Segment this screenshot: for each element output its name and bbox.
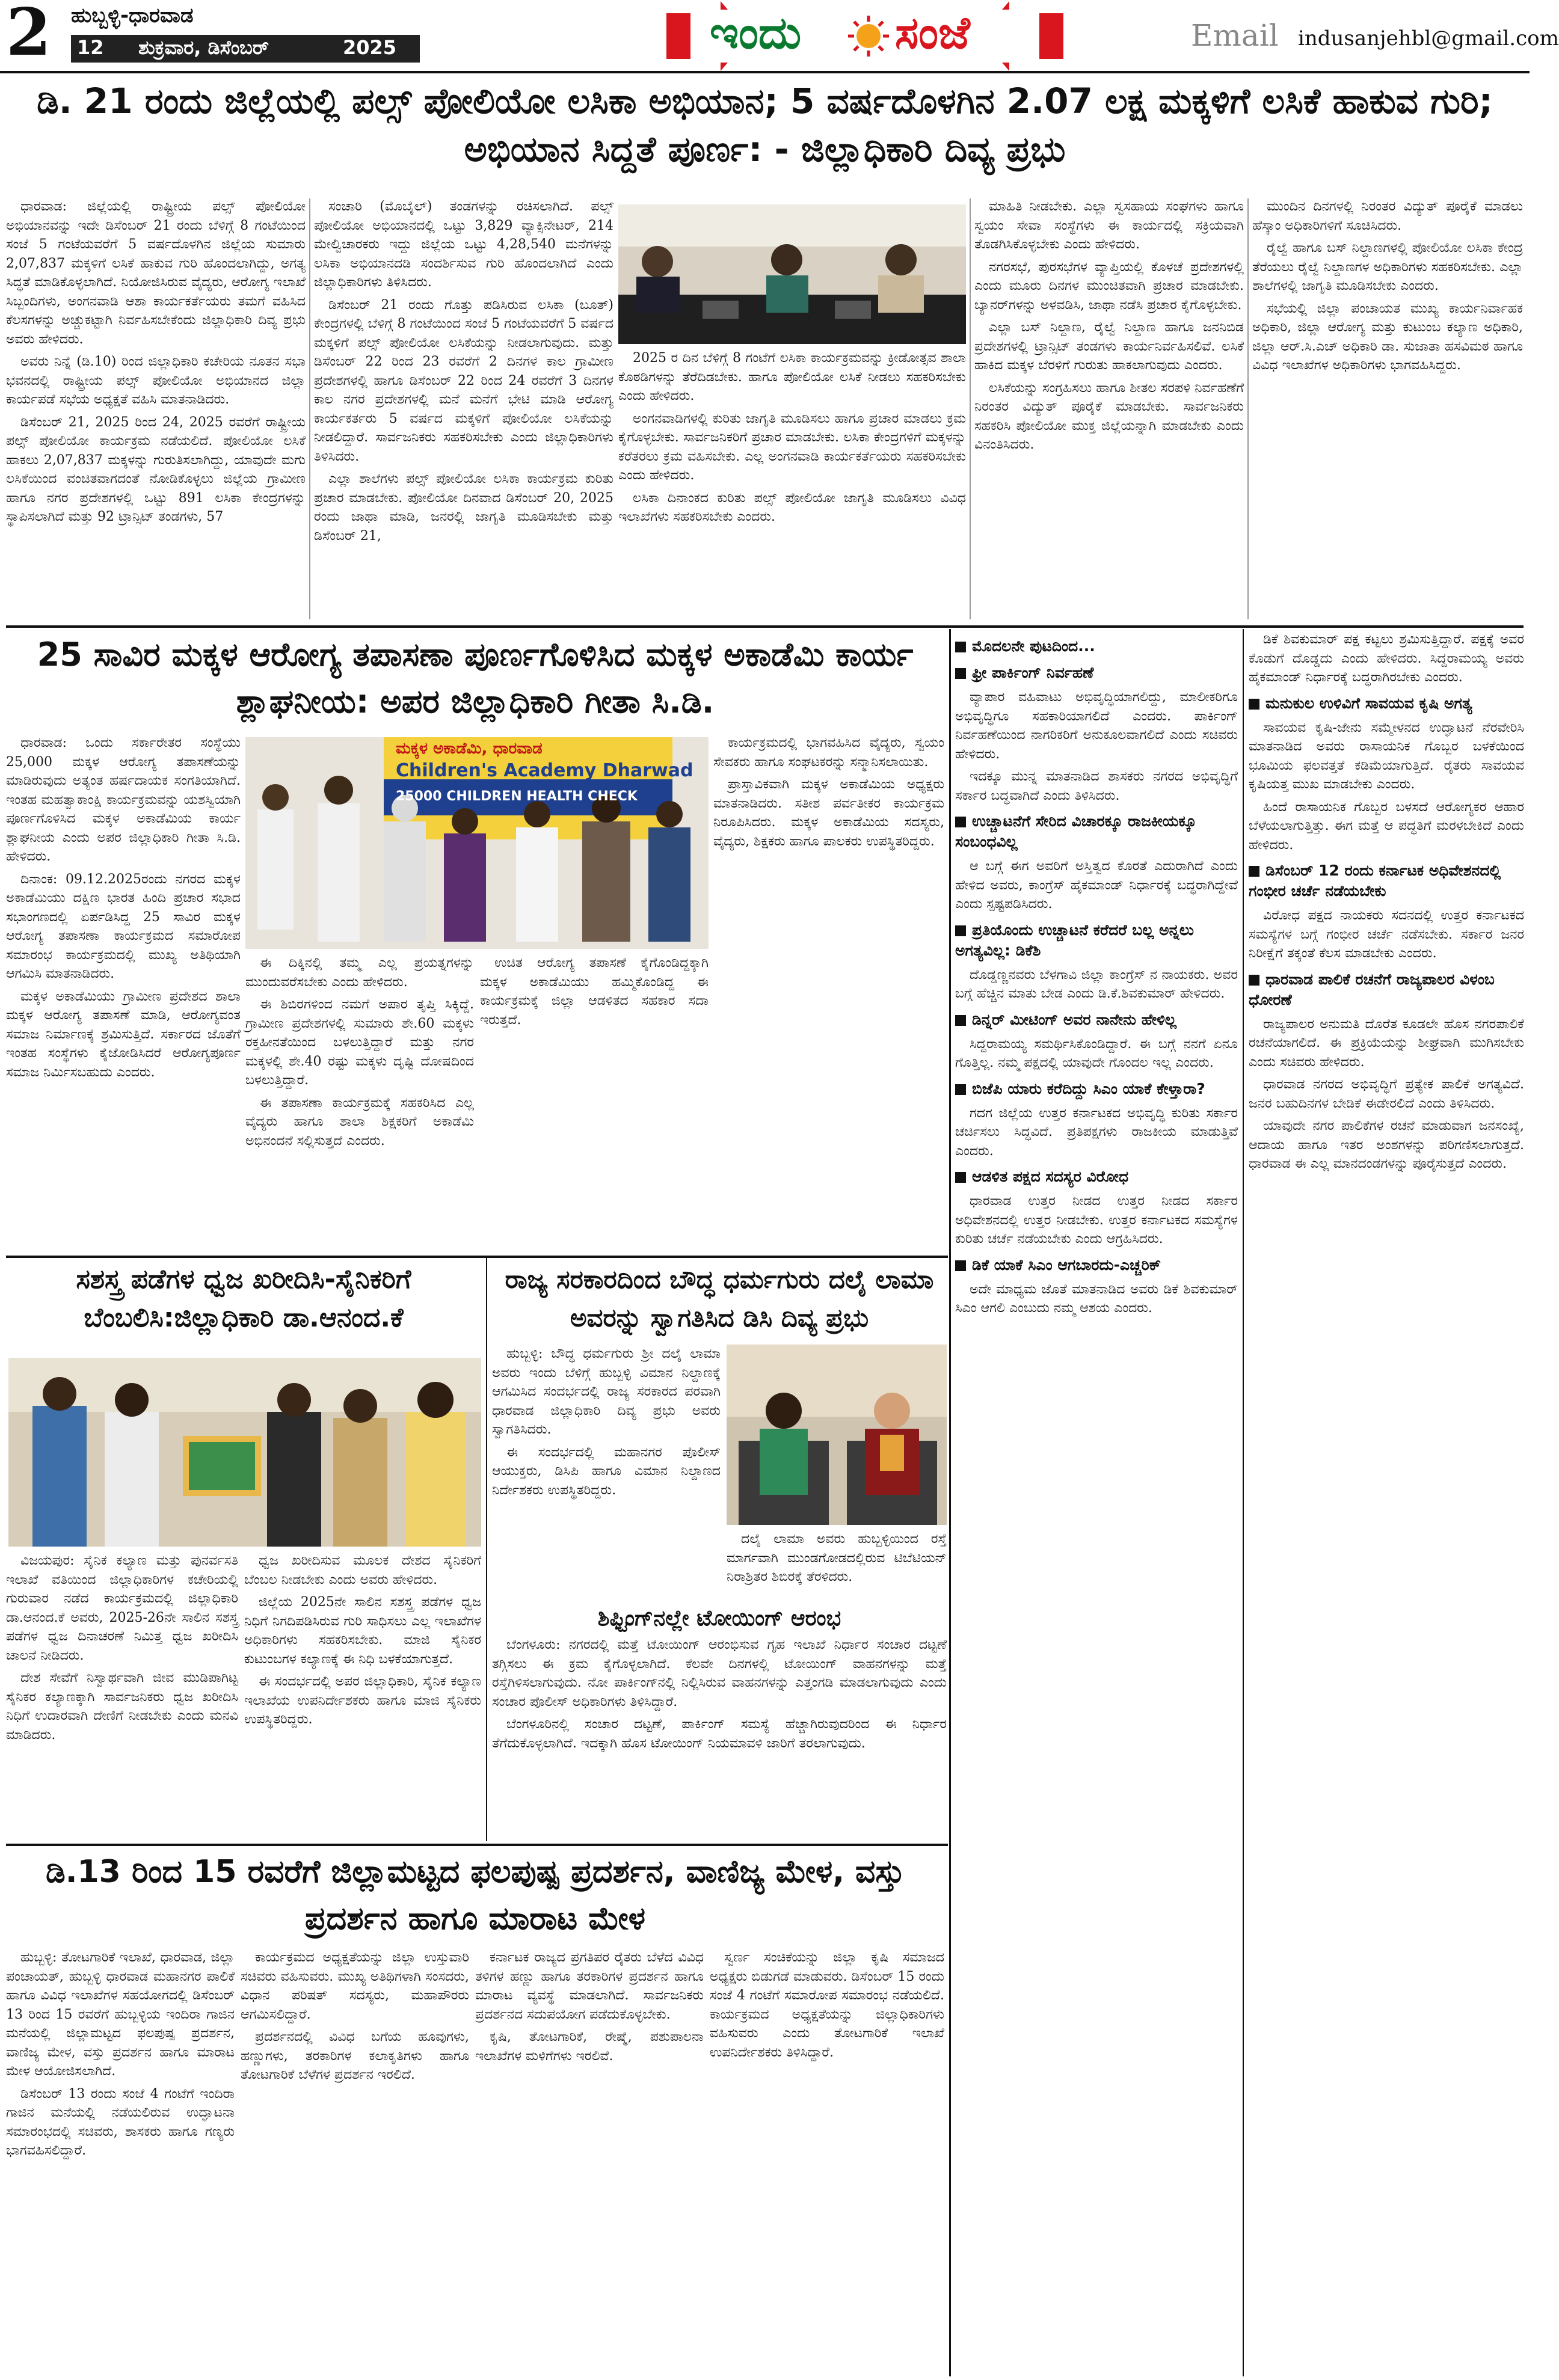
paragraph: ಮುಂದಿನ ದಿನಗಳಲ್ಲಿ ನಿರಂತರ ವಿದ್ಯುತ್ ಪೂರೈಕೆ ಮಾಡಲು ಹೆಸ್ಕಾಂ ಅಧಿಕಾರಿಗಳಿಗೆ ಸೂಚಿಸಿದರು. <box>1252 199 1523 233</box>
paragraph: ಗದಗ ಜಿಲ್ಲೆಯ ಉತ್ತರ ಕರ್ನಾಟಕದ ಅಭಿವೃದ್ಧಿ ಕುರಿತು ಸರ್ಕಾರ ಚರ್ಚಿಸಲು ಸಿದ್ಧವಿದೆ. ಪ್ರತಿಪಕ್ಷಗಳು ರಾಜಕೀಯ ಮಾಡುತ್ತಿವೆ ಎಂದರು. <box>955 1105 1238 1159</box>
paragraph: ದಿನಾಂಕ: 09.12.2025ರಂದು ನಗರದ ಮಕ್ಕಳ ಅಕಾಡೆಮಿಯು ದಕ್ಷಿಣ ಭಾರತ ಹಿಂದಿ ಪ್ರಚಾರ ಸಭಾದ ಸಭಾಂಗಣದಲ್ಲಿ ಏರ್ಪಡಿಸಿದ್ದ 25 ಸಾವಿರ ಮಕ್ಕಳ ಆರೋಗ್ಯ ತಪಾಸಣಾ ಕಾರ್ಯಕ್ರಮದ ಸಮಾರೋಪ ಸಮಾರಂಭ ಕಾರ್ಯಕ್ರಮದಲ್ಲಿ ಮುಖ್ಯ ಅತಿಥಿಯಾಗಿ ಆಗಮಿಸಿ ಮಾತನಾಡಿದರು. <box>6 871 241 981</box>
dalai-lama-photo <box>727 1345 947 1525</box>
text-block <box>1249 630 1524 687</box>
subhead <box>955 1079 1238 1099</box>
bullet-square-icon <box>955 642 966 652</box>
expo-col-1 <box>6 1948 235 2375</box>
continued-kicker <box>955 636 1238 657</box>
paragraph: ಧಾರವಾಡ: ಒಂದು ಸರ್ಕಾರೇತರ ಸಂಸ್ಥೆಯು 25,000 ಮಕ್ಕಳ ಆರೋಗ್ಯ ತಪಾಸಣೆಯನ್ನು ಮಾಡಿರುವುದು ಅತ್ಯಂತ ಹರ್ಷದಾಯಕ ಸಂಗತಿಯಾಗಿದೆ. ಇಂತಹ ಮಹತ್ವಾಕಾಂಕ್ಷಿ ಕಾರ್ಯಕ್ರಮವನ್ನು ಯಶಸ್ವಿಯಾಗಿ ಪೂರ್ಣಗೊಳಿಸಿದ ಮಕ್ಕಳ ಅಕಾಡೆಮಿಯ ಕಾರ್ಯ ಶ್ಲಾಘನೀಯ ಎಂದು ಅಪರ ಜಿಲ್ಲಾಧಿಕಾರಿ ಗೀತಾ ಸಿ.ಡಿ. ಹೇಳಿದರು. <box>6 735 241 864</box>
paragraph: ಪ್ರಾಸ್ತಾವಿಕವಾಗಿ ಮಕ್ಕಳ ಅಕಾಡೆಮಿಯ ಅಧ್ಯಕ್ಷರು ಮಾತನಾಡಿದರು. ಸತೀಶ ಪರ್ವತೀಕರ ಕಾರ್ಯಕ್ರಮ ನಿರೂಪಿಸಿದರು. ಮಕ್ಕಳ ಅಕಾಡೆಮಿಯ ಸದಸ್ಯರು, ವೈದ್ಯರು, ಶಿಕ್ಷಕರು ಹಾಗೂ ಪಾಲಕರು ಉಪಸ್ಥಿತರಿದ್ದರು. <box>713 777 944 849</box>
paragraph: ಡಿಸೆಂಬರ್ 13 ರಂದು ಸಂಜೆ 4 ಗಂಟೆಗೆ ಇಂದಿರಾ ಗಾಜಿನ ಮನೆಯಲ್ಲಿ ನಡೆಯಲಿರುವ ಉದ್ಘಾಟನಾ ಸಮಾರಂಭದಲ್ಲಿ ಸಚಿವರು, ಶಾಸಕರು ಹಾಗೂ ಗಣ್ಯರು ಭಾಗವಹಿಸಲಿದ್ದಾರೆ. <box>6 2086 235 2158</box>
paragraph: ಹುಬ್ಬಳ್ಳಿ: ಬೌದ್ಧ ಧರ್ಮಗುರು ಶ್ರೀ ದಲೈ ಲಾಮಾ ಅವರು ಇಂದು ಬೆಳಿಗ್ಗೆ ಹುಬ್ಬಳ್ಳಿ ವಿಮಾನ ನಿಲ್ದಾಣಕ್ಕೆ ಆಗಮಿಸಿದ ಸಂದರ್ಭದಲ್ಲಿ ರಾಜ್ಯ ಸರಕಾರದ ಪರವಾಗಿ ಧಾರವಾಡ ಜಿಲ್ಲಾಧಿಕಾರಿ ದಿವ್ಯ ಪ್ರಭು ಅವರು ಸ್ವಾಗತಿಸಿದರು. <box>492 1346 721 1437</box>
banner-text-kannada: ಮಕ್ಕಳ ಅಕಾಡೆಮಿ, ಧಾರವಾಡ <box>396 740 543 758</box>
column-rule <box>949 1844 951 2376</box>
paragraph: ಎಲ್ಲಾ ಶಾಲೆಗಳು ಪಲ್ಸ್ ಪೋಲಿಯೋ ಲಸಿಕಾ ಕಾರ್ಯಕ್ರಮ ಕುರಿತು ಪ್ರಚಾರ ಮಾಡಬೇಕು. ಪೋಲಿಯೋ ದಿನವಾದ ಡಿಸೆಂಬರ್ 20, 2025 ರಂದು ಜಾಥಾ ಮಾಡಿ, ಜನರಲ್ಲಿ ಜಾಗೃತಿ ಮೂಡಿಸಬೇಕು ಮತ್ತು ಡಿಸೆಂಬರ್ 21, <box>314 471 613 544</box>
paragraph: ಕಾರ್ಯಕ್ರಮದ ಅಧ್ಯಕ್ಷತೆಯನ್ನು ಜಿಲ್ಲಾ ಉಸ್ತುವಾರಿ ಸಚಿವರು ವಹಿಸುವರು. ಮುಖ್ಯ ಅತಿಥಿಗಳಾಗಿ ಸಂಸದರು, ವಿಧಾನ ಪರಿಷತ್ ಸದಸ್ಯರು, ಮಹಾಪೌರರು ಆಗಮಿಸಲಿದ್ದಾರೆ. <box>241 1950 469 2022</box>
paragraph: ಲಸಿಕೆಯನ್ನು ಸಂಗ್ರಹಿಸಲು ಹಾಗೂ ಶೀತಲ ಸರಪಳಿ ನಿರ್ವಹಣೆಗೆ ನಿರಂತರ ವಿದ್ಯುತ್ ಪೂರೈಕೆ ಮಾಡಬೇಕು. ಸಾರ್ವಜನಿಕರು ಸಹಕರಿಸಿ ಪೋಲಿಯೋ ಮುಕ್ತ ಜಿಲ್ಲೆಯನ್ನಾಗಿ ಮಾಡಬೇಕು ಎಂದು ವಿನಂತಿಸಿದರು. <box>974 380 1244 452</box>
paragraph: ರೈಲ್ವೆ ಹಾಗೂ ಬಸ್ ನಿಲ್ದಾಣಗಳಲ್ಲಿ ಪೋಲಿಯೋ ಲಸಿಕಾ ಕೇಂದ್ರ ತೆರೆಯಲು ರೈಲ್ವೆ ನಿಲ್ದಾಣಗಳ ಅಧಿಕಾರಿಗಳು ಸಹಕರಿಸಬೇಕು. ಎಲ್ಲಾ ಶಾಲೆಗಳಲ್ಲಿ ಜಾಗೃತಿ ಮೂಡಿಸಬೇಕು ಎಂದರು. <box>1252 241 1523 293</box>
paragraph: ದೊಡ್ಡಣ್ಣನವರು ಬೆಳಗಾವಿ ಜಿಲ್ಲಾ ಕಾಂಗ್ರೆಸ್ ನ ನಾಯಕರು. ಅವರ ಬಗ್ಗೆ ಹೆಚ್ಚಿನ ಮಾತು ಬೇಡ ಎಂದು ಡಿ.ಕೆ.ಶಿವಕುಮಾರ್ ಹೇಳಿದರು. <box>955 967 1238 1001</box>
paragraph: ಹಿಂದೆ ರಾಸಾಯನಿಕ ಗೊಬ್ಬರ ಬಳಸದೆ ಆರೋಗ್ಯಕರ ಆಹಾರ ಬೆಳೆಯಲಾಗುತ್ತಿತ್ತು. ಈಗ ಮತ್ತೆ ಆ ಪದ್ಧತಿಗೆ ಮರಳಬೇಕಿದೆ ಎಂದು ಹೇಳಿದರು. <box>1249 799 1524 853</box>
email-address: indusanjehbl@gmail.com <box>1298 26 1559 51</box>
subhead-text: ಆಡಳಿತ ಪಕ್ಷದ ಸದಸ್ಯರ ವಿರೋಧ <box>972 1168 1129 1185</box>
column-rule <box>309 198 310 619</box>
subhead-text: ಡಿಕೆ ಯಾಕೆ ಸಿಎಂ ಆಗಬಾರದು-ಎಚ್ಚರಿಕ್ <box>972 1256 1161 1274</box>
bullet-square-icon <box>1249 975 1259 986</box>
paragraph: ಸಾವಯವ ಕೃಷಿ-ಜೇನು ಸಮ್ಮೇಳನದ ಉದ್ಘಾಟನೆ ನೆರವೇರಿಸಿ ಮಾತನಾಡಿದ ಅವರು ರಾಸಾಯನಿಕ ಗೊಬ್ಬರ ಬಳಕೆಯಿಂದ ಭೂಮಿಯ ಫಲವತ್ತತೆ ಕಡಿಮೆಯಾಗುತ್ತಿದೆ. ರೈತರು ಸಾವಯವ ಕೃಷಿಯತ್ತ ಮುಖ ಮಾಡಬೇಕು ಎಂದರು. <box>1249 720 1524 792</box>
paragraph: ಈ ಸಂದರ್ಭದಲ್ಲಿ ಮಹಾನಗರ ಪೊಲೀಸ್ ಆಯುಕ್ತರು, ಡಿಸಿಪಿ ಹಾಗೂ ವಿಮಾನ ನಿಲ್ದಾಣದ ನಿರ್ದೇಶಕರು ಉಪಸ್ಥಿತರಿದ್ದರು. <box>492 1444 721 1498</box>
column-rule <box>1243 629 1244 2376</box>
expo-col-4 <box>710 1948 944 2375</box>
text-block <box>955 857 1238 914</box>
bullet-square-icon <box>1249 699 1259 710</box>
right-column <box>955 630 1238 2374</box>
paragraph: ದಲೈ ಲಾಮಾ ಅವರು ಹುಬ್ಬಳ್ಳಿಯಿಂದ ರಸ್ತೆ ಮಾರ್ಗವಾಗಿ ಮುಂಡಗೋಡದಲ್ಲಿರುವ ಟಿಬೆಟಿಯನ್ ನಿರಾಶ್ರಿತರ ಶಿಬಿರಕ್ಕೆ ತೆರಳಿದರು. <box>727 1532 947 1584</box>
lead-col-4 <box>974 197 1244 623</box>
health-col-2 <box>245 954 474 1251</box>
towing-subheadline: ಶಿಫ್ಟಿಂಗ್‌ನಲ್ಲೇ ಟೋಯಿಂಗ್ ಆರಂಭ <box>597 1606 841 1631</box>
subhead <box>955 1255 1238 1275</box>
meeting-photo <box>618 204 966 344</box>
paragraph: ರಾಜ್ಯಪಾಲರ ಅನುಮತಿ ದೊರೆತ ಕೂಡಲೇ ಹೊಸ ನಗರಪಾಲಿಕೆ ರಚನೆಯಾಗಲಿದೆ. ಈ ಪ್ರಕ್ರಿಯೆಯನ್ನು ಶೀಘ್ರವಾಗಿ ಮುಗಿಸಬೇಕು ಎಂದು ಸಚಿವರು ಹೇಳಿದರು. <box>1249 1016 1524 1070</box>
paragraph: ವಿರೋಧ ಪಕ್ಷದ ನಾಯಕರು ಸದನದಲ್ಲಿ ಉತ್ತರ ಕರ್ನಾಟಕದ ಸಮಸ್ಯೆಗಳ ಬಗ್ಗೆ ಗಂಭೀರ ಚರ್ಚೆ ನಡೆಸಬೇಕು. ಸರ್ಕಾರ ಜನರ ನಿರೀಕ್ಷೆಗೆ ತಕ್ಕಂತೆ ಕೆಲಸ ಮಾಡಬೇಕು ಎಂದರು. <box>1249 908 1524 961</box>
logo-left-text: ಇಂದು <box>710 7 802 59</box>
lama-photo <box>727 1345 947 1525</box>
flag-col-2 <box>244 1551 481 1840</box>
column-rule <box>1247 198 1249 619</box>
lama-headline: ರಾಜ್ಯ ಸರಕಾರದಿಂದ ಬೌದ್ಧ ಧರ್ಮಗುರು ದಲೈ ಲಾಮಾ ಅವರನ್ನು ಸ್ವಾಗತಿಸಿದ ಡಿಸಿ ದಿವ್ಯ ಪ್ರಭು <box>505 1265 934 1333</box>
paragraph: ಹುಬ್ಬಳ್ಳಿ: ತೋಟಗಾರಿಕೆ ಇಲಾಖೆ, ಧಾರವಾಡ, ಜಿಲ್ಲಾ ಪಂಚಾಯತ್, ಹುಬ್ಬಳ್ಳಿ ಧಾರವಾಡ ಮಹಾನಗರ ಪಾಲಿಕೆ ಹಾಗೂ ವಿವಿಧ ಇಲಾಖೆಗಳ ಸಹಯೋಗದಲ್ಲಿ ಡಿಸೆಂಬರ್ 13 ರಿಂದ 15 ರವರೆಗೆ ಹುಬ್ಬಳ್ಳಿಯ ಇಂದಿರಾ ಗಾಜಿನ ಮನೆಯಲ್ಲಿ ಜಿಲ್ಲಾಮಟ್ಟದ ಫಲಪುಷ್ಪ ಪ್ರದರ್ಶನ, ವಾಣಿಜ್ಯ ಮೇಳ, ವಸ್ತು ಪ್ರದರ್ಶನ ಹಾಗೂ ಮಾರಾಟ ಮೇಳ ಆಯೋಜಿಸಲಾಗಿದೆ. <box>6 1950 235 2079</box>
lead-headline: ಡಿ. 21 ರಂದು ಜಿಲ್ಲೆಯಲ್ಲಿ ಪಲ್ಸ್ ಪೋಲಿಯೋ ಲಸಿಕಾ ಅಭಿಯಾನ; 5 ವರ್ಷದೊಳಗಿನ 2.07 ಲಕ್ಷ ಮಕ್ಕಳಿಗೆ ಲಸಿಕೆ ಹಾಕುವ ಗುರಿ; ಅಭಿಯಾನ ಸಿದ್ದತೆ ಪೂರ್ಣ: - ಜಿಲ್ಲಾಧಿಕಾರಿ ದಿವ್ಯ ಪ್ರಭು <box>37 81 1493 170</box>
banner-text-checkup: 25000 CHILDREN HEALTH CHECK <box>396 789 638 804</box>
column-rule <box>949 629 951 1844</box>
lead-col-3 <box>618 349 966 623</box>
masthead <box>0 0 1559 72</box>
section-rule <box>6 1256 948 1258</box>
paragraph: ಬೆಂಗಳೂರು: ನಗರದಲ್ಲಿ ಮತ್ತೆ ಟೋಯಿಂಗ್ ಆರಂಭಿಸುವ ಗೃಹ ಇಲಾಖೆ ನಿರ್ಧಾರ ಸಂಚಾರ ದಟ್ಟಣೆ ತಗ್ಗಿಸಲು ಈ ಕ್ರಮ ಕೈಗೊಳ್ಳಲಾಗಿದೆ. ಕೆಲವೇ ದಿನಗಳಲ್ಲಿ ಟೋಯಿಂಗ್ ವಾಹನಗಳನ್ನು ಮತ್ತೆ ರಸ್ತೆಗಿಳಿಸಲಾಗುವುದು. ನೋ ಪಾರ್ಕಿಂಗ್‌ನಲ್ಲಿ ನಿಲ್ಲಿಸಿರುವ ವಾಹನಗಳನ್ನು ಎತ್ತಂಗಡಿ ಮಾಡಲಾಗುವುದು ಎಂದು ಸಂಚಾರ ಪೊಲೀಸ್ ಅಧಿಕಾರಿಗಳು ತಿಳಿಸಿದ್ದಾರೆ. <box>492 1637 947 1710</box>
paragraph: ಉಚಿತ ಆರೋಗ್ಯ ತಪಾಸಣೆ ಕೈಗೊಂಡಿದ್ದಕ್ಕಾಗಿ ಮಕ್ಕಳ ಅಕಾಡೆಮಿಯು ಹಮ್ಮಿಕೊಂಡಿದ್ದ ಈ ಕಾರ್ಯಕ್ರಮಕ್ಕೆ ಜಿಲ್ಲಾ ಆಡಳಿತದ ಸಹಕಾರ ಸದಾ ಇರುತ್ತದೆ. <box>480 955 709 1028</box>
health-headline: 25 ಸಾವಿರ ಮಕ್ಕಳ ಆರೋಗ್ಯ ತಪಾಸಣಾ ಪೂರ್ಣಗೊಳಿಸಿದ ಮಕ್ಕಳ ಅಕಾಡೆಮಿ ಕಾರ್ಯ ಶ್ಲಾಘನೀಯ: ಅಪರ ಜಿಲ್ಲಾಧಿಕಾರಿ ಗೀತಾ ಸಿ.ಡಿ. <box>37 636 914 720</box>
paragraph: ಈ ಶಿಬಿರಗಳಿಂದ ನಮಗೆ ಅಪಾರ ತೃಪ್ತಿ ಸಿಕ್ಕಿದ್ದೆ. ಗ್ರಾಮೀಣ ಪ್ರದೇಶಗಳಲ್ಲಿ ಸುಮಾರು ಶೇ.60 ಮಕ್ಕಳು ರಕ್ತಹೀನತೆಯಿಂದ ಬಳಲುತ್ತಿದ್ದಾರೆ ಮತ್ತು ನಗರ ಮಕ್ಕಳಲ್ಲಿ ಶೇ.40 ರಷ್ಟು ಮಕ್ಕಳು ದೃಷ್ಟಿ ದೋಷದಿಂದ ಬಳಲುತ್ತಿದ್ದಾರೆ. <box>245 997 474 1088</box>
email-label: Email <box>1191 18 1279 53</box>
text-block <box>955 1035 1238 1073</box>
paragraph: ಮಾಹಿತಿ ನೀಡಬೇಕು. ಎಲ್ಲಾ ಸ್ವಸಹಾಯ ಸಂಘಗಳು ಹಾಗೂ ಸ್ವಯಂ ಸೇವಾ ಸಂಸ್ಥೆಗಳು ಈ ಕಾರ್ಯದಲ್ಲಿ ಸಕ್ರಿಯವಾಗಿ ತೊಡಗಿಸಿಕೊಳ್ಳಬೇಕು ಎಂದು ಹೇಳಿದರು. <box>974 199 1244 252</box>
page-number: 2 <box>6 0 52 70</box>
subhead <box>1249 693 1524 714</box>
subhead <box>955 811 1238 852</box>
paragraph: ಯಾವುದೇ ನಗರ ಪಾಲಿಕೆಗಳ ರಚನೆ ಮಾಡುವಾಗ ಜನಸಂಖ್ಯೆ, ಆದಾಯ ಹಾಗೂ ಇತರ ಅಂಶಗಳನ್ನು ಪರಿಗಣಿಸಲಾಗುತ್ತದೆ. ಧಾರವಾಡ ಈ ಎಲ್ಲ ಮಾನದಂಡಗಳನ್ನು ಪೂರೈಸುತ್ತದೆ ಎಂದರು. <box>1249 1118 1524 1171</box>
paragraph: ಅವರು ನಿನ್ನೆ (ಡಿ.10) ರಿಂದ ಜಿಲ್ಲಾಧಿಕಾರಿ ಕಚೇರಿಯ ನೂತನ ಸಭಾ ಭವನದಲ್ಲಿ ರಾಷ್ಟ್ರೀಯ ಪಲ್ಸ್ ಪೋಲಿಯೋ ಅಭಿಯಾನದ ಜಿಲ್ಲಾ ಕಾರ್ಯಪಡೆ ಸಭೆಯ ಅಧ್ಯಕ್ಷತೆ ವಹಿಸಿ ಮಾತನಾಡಿದರು. <box>6 354 306 407</box>
paragraph: ಕರ್ನಾಟಕ ರಾಜ್ಯದ ಪ್ರಗತಿಪರ ರೈತರು ಬೆಳೆದ ವಿವಿಧ ತಳಿಗಳ ಹಣ್ಣು ಹಾಗೂ ತರಕಾರಿಗಳ ಪ್ರದರ್ಶನ ಹಾಗೂ ಮಾರಾಟ ವ್ಯವಸ್ಥೆ ಮಾಡಲಾಗಿದೆ. ಸಾರ್ವಜನಿಕರು ಪ್ರದರ್ಶನದ ಸದುಪಯೋಗ ಪಡೆದುಕೊಳ್ಳಬೇಕು. <box>475 1950 704 2022</box>
kicker-text: ಮೊದಲನೇ ಪುಟದಿಂದ... <box>972 637 1095 655</box>
sun-icon <box>847 14 890 58</box>
text-block <box>955 1104 1238 1161</box>
subhead-text: ಧಾರವಾಡ ಪಾಲಿಕೆ ರಚನೆಗೆ ರಾಜ್ಯಪಾಲರ ವಿಳಂಬ ಧೋರಣೆ <box>1249 970 1495 1008</box>
paragraph: ಡಿಕೆ ಶಿವಕುಮಾರ್ ಪಕ್ಷ ಕಟ್ಟಲು ಶ್ರಮಿಸುತ್ತಿದ್ದಾರೆ. ಪಕ್ಷಕ್ಕೆ ಅವರ ಕೊಡುಗೆ ದೊಡ್ಡದು ಎಂದು ಹೇಳಿದರು. ಸಿದ್ದರಾಮಯ್ಯ ಅವರು ಹೈಕಮಾಂಡ್ ನಿರ್ಧಾರಕ್ಕೆ ಬದ್ಧರಾಗಿರಬೇಕು ಎಂದರು. <box>1249 632 1524 685</box>
paragraph: ಕೃಷಿ, ತೋಟಗಾರಿಕೆ, ರೇಷ್ಮೆ, ಪಶುಪಾಲನಾ ಇಲಾಖೆಗಳ ಮಳಿಗೆಗಳು ಇರಲಿವೆ. <box>475 2029 704 2064</box>
text-block <box>955 1280 1238 1318</box>
subhead-text: ಉಚ್ಚಾಟನೆಗೆ ಸೇರಿದ ವಿಚಾರಕ್ಕೂ ರಾಜಕೀಯಕ್ಕೂ ಸಂಬಂಧವಿಲ್ಲ <box>955 812 1197 850</box>
bullet-square-icon <box>955 925 966 936</box>
text-block <box>955 966 1238 1004</box>
date-number: 12 <box>77 36 104 59</box>
paragraph: ಪ್ರದರ್ಶನದಲ್ಲಿ ವಿವಿಧ ಬಗೆಯ ಹೂವುಗಳು, ಹಣ್ಣುಗಳು, ತರಕಾರಿಗಳ ಕಲಾಕೃತಿಗಳು ಹಾಗೂ ತೋಟಗಾರಿಕೆ ಬೆಳೆಗಳ ಪ್ರದರ್ಶನ ಇರಲಿದೆ. <box>241 2029 469 2082</box>
weekday-month: ಶುಕ್ರವಾರ, ಡಿಸೆಂಬರ್ <box>138 36 269 59</box>
text-block <box>1249 1015 1524 1174</box>
paragraph: ಈ ಸಂದರ್ಭದಲ್ಲಿ ಅಪರ ಜಿಲ್ಲಾಧಿಕಾರಿ, ಸೈನಿಕ ಕಲ್ಯಾಣ ಇಲಾಖೆಯ ಉಪನಿರ್ದೇಶಕರು ಹಾಗೂ ಮಾಜಿ ಸೈನಿಕರು ಉಪಸ್ಥಿತರಿದ್ದರು. <box>244 1674 481 1727</box>
paragraph: ಅಂಗನವಾಡಿಗಳಲ್ಲಿ ಕುರಿತು ಜಾಗೃತಿ ಮೂಡಿಸಲು ಹಾಗೂ ಪ್ರಚಾರ ಮಾಡಲು ಕ್ರಮ ಕೈಗೊಳ್ಳಬೇಕು. ಸಾರ್ವಜನಿಕರಿಗೆ ಪ್ರಚಾರ ಮಾಡಬೇಕು. ಲಸಿಕಾ ಕೇಂದ್ರಗಳಿಗೆ ಮಕ್ಕಳನ್ನು ಕರೆತರಲು ಕ್ರಮ ವಹಿಸಬೇಕು. ಎಲ್ಲ ಅಂಗನವಾಡಿ ಕಾರ್ಯಕರ್ತೆಯರು ಸಹಕರಿಸಬೇಕು ಎಂದು ಹೇಳಿದರು. <box>618 411 966 483</box>
paragraph: ದೇಶ ಸೇವೆಗೆ ನಿಸ್ವಾರ್ಥವಾಗಿ ಜೀವ ಮುಡಿಪಾಗಿಟ್ಟ ಸೈನಿಕರ ಕಲ್ಯಾಣಕ್ಕಾಗಿ ಸಾರ್ವಜನಿಕರು ಧ್ವಜ ಖರೀದಿಸಿ ನಿಧಿಗೆ ಉದಾರವಾಗಿ ದೇಣಿಗೆ ನೀಡಬೇಕು ಎಂದು ಮನವಿ ಮಾಡಿದರು. <box>6 1670 238 1743</box>
paragraph: ಇದಕ್ಕೂ ಮುನ್ನ ಮಾತನಾಡಿದ ಶಾಸಕರು ನಗರದ ಅಭಿವೃದ್ಧಿಗೆ ಸರ್ಕಾರ ಬದ್ಧವಾಗಿದೆ ಎಂದು ತಿಳಿಸಿದರು. <box>955 769 1238 803</box>
paragraph: ನಗರಸಭೆ, ಪುರಸಭೆಗಳ ವ್ಯಾಪ್ತಿಯಲ್ಲಿ ಕೊಳಚೆ ಪ್ರದೇಶಗಳಲ್ಲಿ ಎಂದು ಮೂರು ದಿನಗಳ ಮುಂಚಿತವಾಗಿ ಪ್ರಚಾರ ಮಾಡಬೇಕು. ಬ್ಯಾನರ್‌ಗಳನ್ನು ಅಳವಡಿಸಿ, ಜಾಥಾ ನಡೆಸಿ ಪ್ರಚಾರ ಕೈಗೊಳ್ಳಬೇಕು. <box>974 259 1244 313</box>
bullet-square-icon <box>955 817 966 827</box>
subhead-text: ಮನುಕುಲ ಉಳಿವಿಗೆ ಸಾವಯವ ಕೃಷಿ ಅಗತ್ಯ <box>1265 694 1472 712</box>
paragraph: ಡಿಸೆಂಬರ್ 21, 2025 ರಿಂದ 24, 2025 ರವರೆಗೆ ರಾಷ್ಟ್ರೀಯ ಪಲ್ಸ್ ಪೋಲಿಯೋ ಕಾರ್ಯಕ್ರಮ ನಡೆಯಲಿದೆ. ಪೋಲಿಯೋ ಲಸಿಕೆ ಹಾಕಲು 2,07,837 ಮಕ್ಕಳನ್ನು ಗುರುತಿಸಲಾಗಿದ್ದು, ಯಾವುದೇ ಮಗು ಲಸಿಕೆಯಿಂದ ವಂಚಿತವಾಗದಂತೆ ನೋಡಿಕೊಳ್ಳಲು ಜಿಲ್ಲೆಯ ಗ್ರಾಮೀಣ ಹಾಗೂ ನಗರ ಪ್ರದೇಶಗಳಲ್ಲಿ ಒಟ್ಟು 891 ಲಸಿಕಾ ಕೇಂದ್ರಗಳನ್ನು ಸ್ಥಾಪಿಸಲಾಗಿದೆ ಮತ್ತು 92 ಟ್ರಾನ್ಸಿಟ್ ತಂಡಗಳು, 57 <box>6 414 306 524</box>
paragraph: ಸಭೆಯಲ್ಲಿ ಜಿಲ್ಲಾ ಪಂಚಾಯತ ಮುಖ್ಯ ಕಾರ್ಯನಿರ್ವಾಹಕ ಅಧಿಕಾರಿ, ಜಿಲ್ಲಾ ಆರೋಗ್ಯ ಮತ್ತು ಕುಟುಂಬ ಕಲ್ಯಾಣ ಅಧಿಕಾರಿ, ಜಿಲ್ಲಾ ಆರ್.ಸಿ.ಎಚ್ ಅಧಿಕಾರಿ ಡಾ. ಸುಜಾತಾ ಹಸವಿಮಠ ಹಾಗೂ ವಿವಿಧ ಇಲಾಖೆಗಳ ಅಧಿಕಾರಿಗಳು ಭಾಗವಹಿಸಿದ್ದರು. <box>1252 301 1523 373</box>
paragraph: ವಿಜಯಪುರ: ಸೈನಿಕ ಕಲ್ಯಾಣ ಮತ್ತು ಪುನರ್ವಸತಿ ಇಲಾಖೆ ವತಿಯಿಂದ ಜಿಲ್ಲಾಧಿಕಾರಿಗಳ ಕಚೇರಿಯಲ್ಲಿ ಗುರುವಾರ ನಡೆದ ಕಾರ್ಯಕ್ರಮದಲ್ಲಿ ಜಿಲ್ಲಾಧಿಕಾರಿ ಡಾ.ಆನಂದ.ಕೆ ಅವರು, 2025-26ನೇ ಸಾಲಿನ ಸಶಸ್ತ್ರ ಪಡೆಗಳ ಧ್ವಜ ದಿನಾಚರಣೆ ನಿಮಿತ್ತ ಧ್ವಜ ಖರೀದಿಸಿ ಚಾಲನೆ ನೀಡಿದರು. <box>6 1553 238 1663</box>
logo <box>666 1 1063 72</box>
bullet-square-icon <box>955 1084 966 1095</box>
logo-right-text: ಸಂಜೆ <box>895 7 970 59</box>
flag-event-photo <box>8 1358 481 1547</box>
paragraph: ಧಾರವಾಡ: ಜಿಲ್ಲೆಯಲ್ಲಿ ರಾಷ್ಟ್ರೀಯ ಪಲ್ಸ್ ಪೋಲಿಯೋ ಅಭಿಯಾನವನ್ನು ಇದೇ ಡಿಸೆಂಬರ್ 21 ರಂದು ಬೆಳಿಗ್ಗೆ 8 ಗಂಟೆಯಿಂದ ಸಂಜೆ 5 ಗಂಟೆಯವರೆಗೆ 5 ವರ್ಷದೊಳಗಿನ ಜಿಲ್ಲೆಯ ಸುಮಾರು 2,07,837 ಮಕ್ಕಳಿಗೆ ಲಸಿಕೆ ಹಾಕುವ ಗುರಿ ಹೊಂದಲಾಗಿದ್ದು, ಅಗತ್ಯ ಸಿದ್ಧತೆ ಮಾಡಿಕೊಳ್ಳಲಾಗಿದೆ. ನಿಯೋಜಿಸಿರುವ ವೈದ್ಯರು, ಆರೋಗ್ಯ ಇಲಾಖೆ ಸಿಬ್ಬಂದಿಗಳು, ಅಂಗನವಾಡಿ ಆಶಾ ಕಾರ್ಯಕರ್ತೆಯರು ತಮಗೆ ವಹಿಸಿದ ಕೆಲಸಗಳನ್ನು ಅಚ್ಚುಕಟ್ಟಾಗಿ ನಿರ್ವಹಿಸಬೇಕೆಂದು ಜಿಲ್ಲಾಧಿಕಾರಿ ದಿವ್ಯ ಪ್ರಭು ಅವರು ಹೇಳಿದರು. <box>6 199 306 347</box>
paragraph: ಈ ತಪಾಸಣಾ ಕಾರ್ಯಕ್ರಮಕ್ಕೆ ಸಹಕರಿಸಿದ ಎಲ್ಲ ವೈದ್ಯರು ಹಾಗೂ ಶಾಲಾ ಶಿಕ್ಷಕರಿಗೆ ಅಕಾಡೆಮಿ ಅಭಿನಂದನೆ ಸಲ್ಲಿಸುತ್ತದೆ ಎಂದರು. <box>245 1095 474 1149</box>
bullet-square-icon <box>955 668 966 679</box>
column-rule <box>970 198 971 619</box>
towing-col <box>492 1636 947 1840</box>
year: 2025 <box>343 36 397 59</box>
expo-headline: ಡಿ.13 ರಿಂದ 15 ರವರೆಗೆ ಜಿಲ್ಲಾಮಟ್ಟದ ಫಲಪುಷ್ಪ ಪ್ರದರ್ಶನ, ವಾಣಿಜ್ಯ ಮೇಳ, ವಸ್ತು ಪ್ರದರ್ಶನ ಹಾಗೂ ಮಾರಾಟ ಮೇಳ <box>45 1854 905 1937</box>
paragraph: ಧ್ವಜ ಖರೀದಿಸುವ ಮೂಲಕ ದೇಶದ ಸೈನಿಕರಿಗೆ ಬೆಂಬಲ ನೀಡಬೇಕು ಎಂದು ಅವರು ಹೇಳಿದರು. <box>244 1553 481 1587</box>
column-rule <box>486 1258 487 1841</box>
health-col-4 <box>713 734 944 1251</box>
expo-col-3 <box>475 1948 704 2375</box>
subhead-text: ಡಿಸೆಂಬರ್ 12 ರಂದು ಕರ್ನಾಟಕ ಅಧಿವೇಶನದಲ್ಲಿ ಗಂಭೀರ ಚರ್ಚೆ ನಡೆಯಬೇಕು <box>1249 862 1501 900</box>
masthead-rule <box>0 71 1530 73</box>
banner-text-english: Children's Academy Dharwad <box>396 760 693 781</box>
subhead-text: ಫ್ರೀ ಪಾರ್ಕಿಂಗ್ ನಿರ್ವಹಣೆ <box>972 664 1094 681</box>
paragraph: ಆ ಬಗ್ಗೆ ಈಗ ಅವರಿಗೆ ಅಸ್ತಿತ್ವದ ಕೊರತೆ ಎದುರಾಗಿದೆ ಎಂದು ಹೇಳಿದ ಅವರು, ಕಾಂಗ್ರೆಸ್ ಹೈಕಮಾಂಡ್ ನಿರ್ಧಾರಕ್ಕೆ ಬದ್ಧರಾಗಿದ್ದೇವೆ ಎಂದು ಸ್ಪಷ್ಟಪಡಿಸಿದರು. <box>955 859 1238 912</box>
paragraph: ಧಾರವಾಡ ನಗರದ ಅಭಿವೃದ್ಧಿಗೆ ಪ್ರತ್ಯೇಕ ಪಾಲಿಕೆ ಅಗತ್ಯವಿದೆ. ಜನರ ಬಹುದಿನಗಳ ಬೇಡಿಕೆ ಈಡೇರಲಿದೆ ಎಂದು ತಿಳಿಸಿದರು. <box>1249 1077 1524 1111</box>
bullet-square-icon <box>1249 866 1259 877</box>
health-col-3 <box>480 954 709 1251</box>
paragraph: ಈ ದಿಕ್ಕಿನಲ್ಲಿ ತಮ್ಮ ಎಲ್ಲ ಪ್ರಯತ್ನಗಳನ್ನು ಮುಂದುವರೆಸಬೇಕು ಎಂದು ಹೇಳಿದರು. <box>245 955 474 990</box>
bullet-square-icon <box>955 1172 966 1183</box>
section-rule <box>6 625 1524 628</box>
subhead <box>955 663 1238 683</box>
subhead-text: ಬಿಜೆಪಿ ಯಾರು ಕರೆದಿದ್ದು ಸಿಎಂ ಯಾಕೆ ಕೇಳ್ತಾರಾ? <box>972 1079 1205 1097</box>
paragraph: ಸ್ವರ್ಣ ಸಂಚಿಕೆಯನ್ನು ಜಿಲ್ಲಾ ಕೃಷಿ ಸಮಾಜದ ಅಧ್ಯಕ್ಷರು ಬಿಡುಗಡೆ ಮಾಡುವರು. ಡಿಸೆಂಬರ್ 15 ರಂದು ಸಂಜೆ 4 ಗಂಟೆಗೆ ಸಮಾರೋಪ ಸಮಾರಂಭ ನಡೆಯಲಿದೆ. ಕಾರ್ಯಕ್ರಮದ ಅಧ್ಯಕ್ಷತೆಯನ್ನು ಜಿಲ್ಲಾಧಿಕಾರಿಗಳು ವಹಿಸುವರು ಎಂದು ತೋಟಗಾರಿಕೆ ಇಲಾಖೆ ಉಪನಿರ್ದೇಶಕರು ತಿಳಿಸಿದ್ದಾರೆ. <box>710 1950 944 2060</box>
subhead-text: ಡಿನ್ನರ್ ಮೀಟಿಂಗ್ ಅವರ ನಾನೇನು ಹೇಳಿಲ್ಲ <box>972 1010 1177 1028</box>
location-label: ಹುಬ್ಬಳ್ಳಿ-ಧಾರವಾಡ <box>71 4 194 28</box>
paragraph: 2025 ರ ದಿನ ಬೆಳಿಗ್ಗೆ 8 ಗಂಟೆಗೆ ಲಸಿಕಾ ಕಾರ್ಯಕ್ರಮವನ್ನು ಕ್ರೀಡೋತ್ಸವ ಶಾಲಾ ಕೊಠಡಿಗಳನ್ನು ತೆರೆದಿಡಬೇಕು. ಹಾಗೂ ಪೋಲಿಯೋ ಲಸಿಕೆ ನೀಡಲು ಸಹಕರಿಸಬೇಕು ಎಂದು ಹೇಳಿದರು. <box>618 351 966 403</box>
paragraph: ಸಂಚಾರಿ (ಮೊಬೈಲ್) ತಂಡಗಳನ್ನು ರಚಿಸಲಾಗಿದೆ. ಪಲ್ಸ್ ಪೋಲಿಯೋ ಅಭಿಯಾನದಲ್ಲಿ ಒಟ್ಟು 3,829 ವ್ಯಾಕ್ಸಿನೇಟರ್, 214 ಮೇಲ್ವಿಚಾರಕರು ಇದ್ದು ಜಿಲ್ಲೆಯ ಒಟ್ಟು 4,28,540 ಮನೆಗಳನ್ನು ಲಸಿಕಾ ಅಭಿಯಾನದಡಿ ಸಂದರ್ಶಿಸುವ ಗುರಿ ಹೊಂದಲಾಗಿದೆ ಎಂದು ಜಿಲ್ಲಾಧಿಕಾರಿಗಳು ತಿಳಿಸಿದರು. <box>314 199 613 290</box>
lama-col-1 <box>492 1345 721 1567</box>
subhead <box>955 1167 1238 1187</box>
paragraph: ಜಿಲ್ಲೆಯ 2025ನೇ ಸಾಲಿನ ಸಶಸ್ತ್ರ ಪಡೆಗಳ ಧ್ವಜ ನಿಧಿಗೆ ನಿಗದಿಪಡಿಸಿರುವ ಗುರಿ ಸಾಧಿಸಲು ಎಲ್ಲ ಇಲಾಖೆಗಳ ಅಧಿಕಾರಿಗಳು ಸಹಕರಿಸಬೇಕು. ಮಾಜಿ ಸೈನಿಕರ ಕುಟುಂಬಗಳ ಕಲ್ಯಾಣಕ್ಕೆ ಈ ನಿಧಿ ಬಳಕೆಯಾಗುತ್ತದೆ. <box>244 1595 481 1667</box>
subhead <box>955 920 1238 961</box>
flag-photo <box>8 1358 481 1547</box>
subhead <box>1249 969 1524 1010</box>
lead-col-1 <box>6 197 306 623</box>
bullet-square-icon <box>955 1015 966 1026</box>
section-rule <box>6 1844 948 1846</box>
paragraph: ವ್ಯಾಪಾರ ವಹಿವಾಟು ಅಭಿವೃದ್ಧಿಯಾಗಲಿದ್ದು, ಮಾಲೀಕರಿಗೂ ಅಭಿವೃದ್ಧಿಗೂ ಸಹಕಾರಿಯಾಗಲಿದೆ ಎಂದರು. ಪಾರ್ಕಿಂಗ್ ನಿರ್ವಹಣೆಯಿಂದ ನಾಗರಿಕರಿಗೆ ಅನುಕೂಲವಾಗಲಿದೆ ಎಂದು ಸಚಿವರು ಹೇಳಿದರು. <box>955 690 1238 762</box>
expo-col-2 <box>241 1948 469 2375</box>
paragraph: ಧಾರವಾಡ ಉತ್ತರ ನೀಡದ ಉತ್ತರ ನೀಡದ ಸರ್ಕಾರ ಅಧಿವೇಶನದಲ್ಲಿ ಉತ್ತರ ನೀಡಬೇಕು. ಉತ್ತರ ಕರ್ನಾಟಕದ ಸಮಸ್ಯೆಗಳ ಕುರಿತು ಚರ್ಚೆ ನಡೆಯಬೇಕು ಎಂದು ಆಗ್ರಹಿಸಿದರು. <box>955 1194 1238 1247</box>
far-right-column <box>1249 630 1524 2374</box>
health-photo <box>245 737 709 949</box>
subhead-text: ಪ್ರತಿಯೊಂದು ಉಚ್ಚಾಟನೆ ಕರೆದರೆ ಬಲ್ಲ ಅನ್ನಲು ಅಗತ್ಯವಿಲ್ಲ: ಡಿಕೆಶಿ <box>955 921 1194 959</box>
paragraph: ಅದೇ ಮಾಧ್ಯಮ ಜೊತೆ ಮಾತನಾಡಿದ ಅವರು ಡಿಕೆ ಶಿವಕುಮಾರ್ ಸಿಎಂ ಆಗಲಿ ಎಂಬುದು ನಮ್ಮ ಆಶಯ ಎಂದರು. <box>955 1281 1238 1316</box>
text-block <box>955 688 1238 805</box>
paragraph: ಎಲ್ಲಾ ಬಸ್ ನಿಲ್ದಾಣ, ರೈಲ್ವೆ ನಿಲ್ದಾಣ ಹಾಗೂ ಜನನಿಬಿಡ ಪ್ರದೇಶಗಳಲ್ಲಿ ಟ್ರಾನ್ಸಿಟ್ ತಂಡಗಳು ಕಾರ್ಯನಿರ್ವಹಿಸಲಿವೆ. ಲಸಿಕೆ ಹಾಕಿದ ಮಕ್ಕಳ ಬೆರಳಿಗೆ ಗುರುತು ಹಾಕಲಾಗುವುದು ಎಂದರು. <box>974 320 1244 373</box>
text-block <box>1249 906 1524 963</box>
lama-col-2 <box>727 1530 947 1602</box>
lead-photo <box>618 204 966 344</box>
health-col-1 <box>6 734 241 1251</box>
paragraph: ಡಿಸೆಂಬರ್ 21 ರಂದು ಗೊತ್ತು ಪಡಿಸಿರುವ ಲಸಿಕಾ (ಬೂತ್) ಕೇಂದ್ರಗಳಲ್ಲಿ ಬೆಳಿಗ್ಗೆ 8 ಗಂಟೆಯಿಂದ ಸಂಜೆ 5 ಗಂಟೆಯವರೆಗೆ 5 ವರ್ಷದ ಮಕ್ಕಳಿಗೆ ಪಲ್ಸ್ ಪೋಲಿಯೋ ಲಸಿಕೆಯನ್ನು ನೀಡಲಾಗುವುದು. ಮತ್ತು ಡಿಸೆಂಬರ್ 22 ರಿಂದ 23 ರವರೆಗೆ 2 ದಿನಗಳ ಕಾಲ ಗ್ರಾಮೀಣ ಪ್ರದೇಶಗಳಲ್ಲಿ ಹಾಗೂ ಡಿಸೆಂಬರ್ 22 ರಿಂದ 24 ರವರೆಗೆ 3 ದಿನಗಳ ಕಾಲ ನಗರ ಪ್ರದೇಶಗಳಲ್ಲಿ ಮನೆ ಮನೆಗೆ ಭೇಟಿ ಮಾಡಿ ಆರೋಗ್ಯ ಕಾರ್ಯಕರ್ತರು 5 ವರ್ಷದ ಮಕ್ಕಳಿಗೆ ಪೋಲಿಯೋ ಲಸಿಕೆಯನ್ನು ನೀಡಲಿದ್ದಾರೆ. ಸಾರ್ವಜನಿಕರು ಸಹಕರಿಸಬೇಕು ಎಂದು ಜಿಲ್ಲಾಧಿಕಾರಿಗಳು ತಿಳಿಸಿದರು. <box>314 297 613 464</box>
flag-col-1 <box>6 1551 238 1840</box>
bullet-square-icon <box>955 1260 966 1271</box>
paragraph: ಬೆಂಗಳೂರಿನಲ್ಲಿ ಸಂಚಾರ ದಟ್ಟಣೆ, ಪಾರ್ಕಿಂಗ್ ಸಮಸ್ಯೆ ಹೆಚ್ಚಾಗಿರುವುದರಿಂದ ಈ ನಿರ್ಧಾರ ತೆಗೆದುಕೊಳ್ಳಲಾಗಿದೆ. ಇದಕ್ಕಾಗಿ ಹೊಸ ಟೋಯಿಂಗ್ ನಿಯಮಾವಳಿ ಜಾರಿಗೆ ತರಲಾಗುವುದು. <box>492 1717 947 1751</box>
paragraph: ಕಾರ್ಯಕ್ರಮದಲ್ಲಿ ಭಾಗವಹಿಸಿದ ವೈದ್ಯರು, ಸ್ವಯಂ ಸೇವಕರು ಹಾಗೂ ಸಂಘಟಕರನ್ನು ಸನ್ಮಾನಿಸಲಾಯಿತು. <box>713 735 944 770</box>
text-block <box>1249 719 1524 855</box>
subhead <box>955 1010 1238 1030</box>
subhead <box>1249 860 1524 901</box>
lead-col-5 <box>1252 197 1523 623</box>
lead-col-2 <box>314 197 613 623</box>
paragraph: ಸಿದ್ದರಾಮಯ್ಯ ಸಮರ್ಥಿಸಿಕೊಂಡಿದ್ದಾರೆ. ಈ ಬಗ್ಗೆ ನನಗೆ ಏನೂ ಗೊತ್ತಿಲ್ಲ. ನಮ್ಮ ಪಕ್ಷದಲ್ಲಿ ಯಾವುದೇ ಗೊಂದಲ ಇಲ್ಲ ಎಂದರು. <box>955 1036 1238 1070</box>
text-block <box>955 1192 1238 1249</box>
paragraph: ಲಸಿಕಾ ದಿನಾಂಕದ ಕುರಿತು ಪಲ್ಸ್ ಪೋಲಿಯೋ ಜಾಗೃತಿ ಮೂಡಿಸಲು ವಿವಿಧ ಇಲಾಖೆಗಳು ಸಹಕರಿಸಬೇಕು ಎಂದರು. <box>618 490 966 524</box>
flag-headline: ಸಶಸ್ತ್ರ ಪಡೆಗಳ ಧ್ವಜ ಖರೀದಿಸಿ-ಸೈನಿಕರಿಗೆ ಬೆಂಬಲಿಸಿ:ಜಿಲ್ಲಾಧಿಕಾರಿ ಡಾ.ಆನಂದ.ಕೆ <box>76 1264 411 1333</box>
paragraph: ಮಕ್ಕಳ ಅಕಾಡೆಮಿಯು ಗ್ರಾಮೀಣ ಪ್ರದೇಶದ ಶಾಲಾ ಮಕ್ಕಳ ಆರೋಗ್ಯ ತಪಾಸಣೆ ಮಾಡಿ, ಆರೋಗ್ಯವಂತ ಸಮಾಜ ನಿರ್ಮಾಣಕ್ಕೆ ಶ್ರಮಿಸುತ್ತಿದೆ. ಸರ್ಕಾರದ ಜೊತೆಗೆ ಇಂತಹ ಸಂಸ್ಥೆಗಳು ಕೈಜೋಡಿಸಿದರೆ ಆರೋಗ್ಯಪೂರ್ಣ ಸಮಾಜ ನಿರ್ಮಿಸಬಹುದು ಎಂದರು. <box>6 989 241 1080</box>
